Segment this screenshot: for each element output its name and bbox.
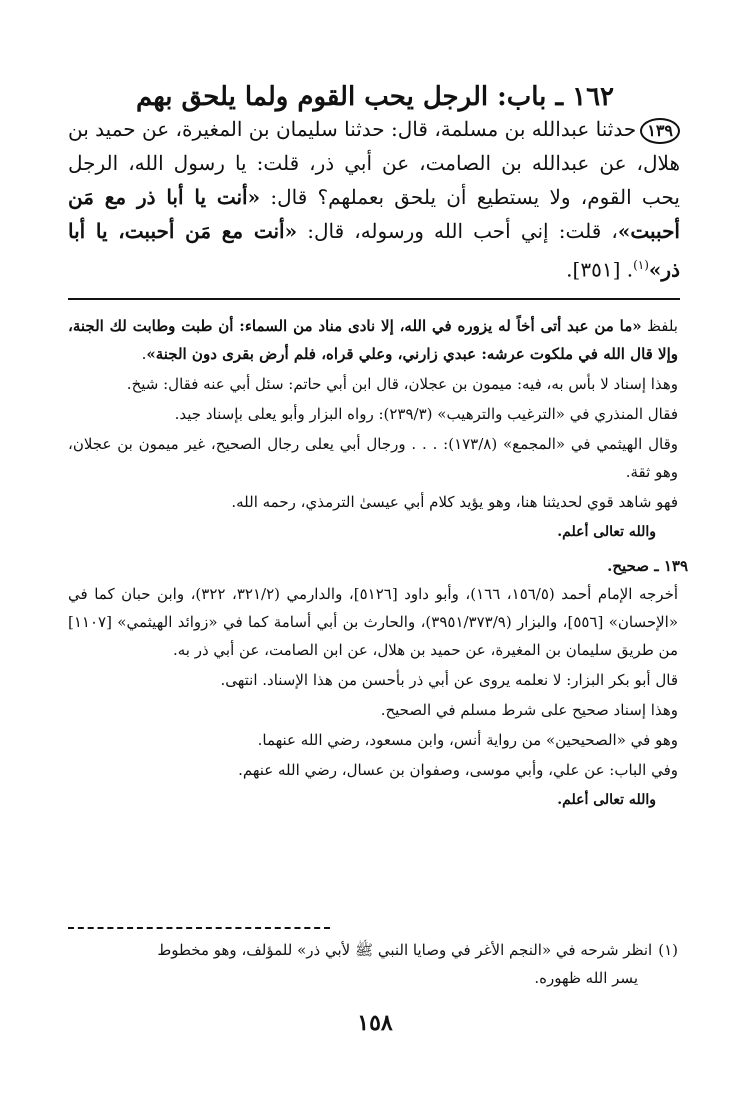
commentary-paragraph: وفي الباب: عن علي، وأبي موسى، وصفوان بن عسال، رضي الله عنهم. — [238, 761, 678, 779]
hadith-part-1: حدثنا عبدالله بن مسلمة، قال: حدثنا سليمان بن المغيرة، عن حميد بن هلال، عن عبدالله بن الصامت، عن أبي ذر، قلت: يا رسول الله، الرجل يحب القوم، ولا يستطيع أن يلحق بعملهم؟ قال: — [68, 117, 681, 209]
commentary-quote: «ما من عبد أتى أخاً له يزوره في الله، إلا نادى مناد من السماء: أن طبت وطابت لك الجنة، وإلا قال الله في ملكوت عرشه: عبدي زارني، وعلي قراه، فلم أرض بقرى دون الجنة» — [68, 317, 678, 363]
commentary-paragraph — [68, 312, 678, 368]
footnote-divider — [68, 927, 330, 929]
hadith-quote-1: «أنت يا أبا ذر مع مَن أحببت» — [68, 185, 680, 243]
footnote-number: (١) — [658, 941, 678, 959]
commentary-paragraph: وهذا إسناد صحيح على شرط مسلم في الصحيح. — [380, 701, 678, 719]
closing-phrase: والله تعالى أعلم. — [557, 524, 656, 540]
commentary-paragraph: أخرجه الإمام أحمد (١٥٦/٥، ١٦٦)، وأبو داود [٥١٢٦]، والدارمي (٣٢١/٢، ٣٢٢)، وابن حبان كما في «الإحسان» [٥٥٦]، والبزار (٣٩٥١/٣٧٣/٩)، والحارث بن أبي أسامة كما في «زوائد الهيثمي» [١١٠٧] من طريق سليمان بن المغيرة، عن حميد بن هلال، عن ابن الصامت، عن أبي ذر به. — [68, 585, 679, 659]
commentary-paragraph: فقال المنذري في «الترغيب والترهيب» (٢٣٩/٣): رواه البزار وأبو يعلى بإسناد جيد. — [174, 405, 678, 423]
commentary-paragraph: فهو شاهد قوي لحديثنا هنا، وهو يؤيد كلام أبي عيسىٰ الترمذي، رحمه الله. — [231, 493, 678, 511]
commentary-paragraph: وهو في «الصحيحين» من رواية أنس، وابن مسعود، رضي الله عنهما. — [257, 731, 678, 749]
commentary-suffix: . — [141, 345, 147, 363]
hadith-part-2: ، قلت: إني أحب الله ورسوله، قال: — [297, 219, 618, 243]
closing-phrase: والله تعالى أعلم. — [557, 792, 656, 808]
commentary-section — [68, 312, 688, 814]
grading-heading: ١٣٩ ـ صحيح. — [607, 557, 688, 575]
footnote — [68, 936, 678, 992]
commentary-paragraph: قال أبو بكر البزار: لا نعلمه يروى عن أبي ذر بأحسن من هذا الإسناد. انتهى. — [220, 671, 678, 689]
footnote-reference[interactable]: (١) — [633, 258, 649, 272]
hadith-quote-2: «أنت مع مَن أحببت، يا أبا ذر» — [68, 219, 680, 282]
footnote-text: انظر شرحه في «النجم الأغر في وصايا النبي ﷺ لأبي ذر» للمؤلف، وهو مخطوط — [157, 941, 653, 959]
main-divider — [68, 298, 680, 300]
footnote-continuation: يسر الله ظهوره. — [534, 969, 638, 987]
hadith-reference: . [٣٥١]. — [566, 257, 634, 282]
commentary-paragraph: وهذا إسناد لا بأس به، فيه: ميمون بن عجلان، قال ابن أبي حاتم: سئل أبي عنه فقال: شيخ. — [126, 375, 678, 393]
commentary-paragraph: وقال الهيثمي في «المجمع» (١٧٣/٨): . . . ورجال أبي يعلى رجال الصحيح، غير ميمون بن عجلان، وهو ثقة. — [68, 435, 678, 481]
page-number: ١٥٨ — [357, 1010, 393, 1036]
footnote-line — [68, 936, 678, 964]
hadith-number-badge: ١٣٩ — [640, 118, 680, 144]
hadith-text — [68, 112, 680, 287]
commentary-prefix: بلفظ — [641, 317, 678, 335]
chapter-title: ١٦٢ ـ باب: الرجل يحب القوم ولما يلحق بهم — [135, 82, 615, 112]
